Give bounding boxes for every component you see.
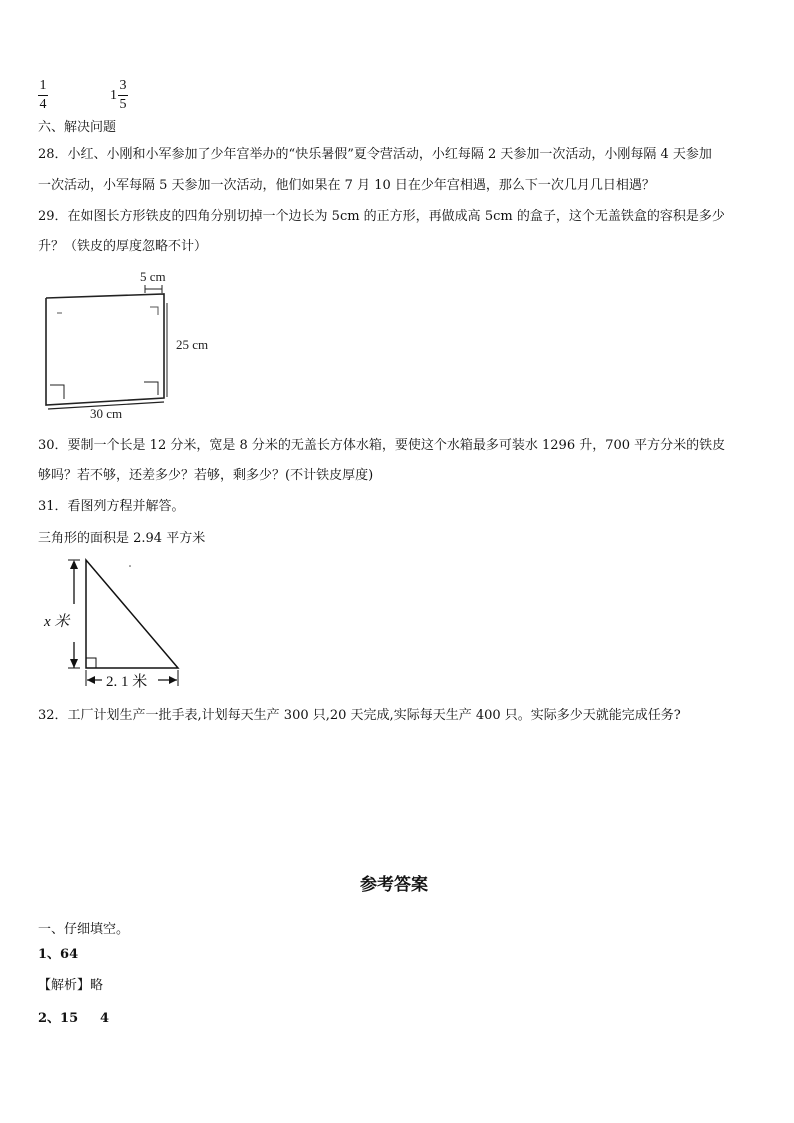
answer-2: 2、15: [38, 1011, 79, 1026]
sheet-rectangle-figure: [40, 265, 220, 425]
question-28-line2: 一次活动，小军每隔 5 天参加一次活动，他们如果在 7 月 10 日在少年宫相遇，那么下一次几月几日相遇？: [38, 178, 655, 193]
fraction-numerator: 1: [39, 78, 47, 93]
question-31-line2: 三角形的面积是 2.94 平方米: [38, 531, 206, 546]
question-30-line1: 30．要制一个长是 12 分米，宽是 8 分米的无盖长方体水箱，要使这个水箱最多可装水 1296 升，700 平方分米的铁皮: [38, 438, 726, 453]
mixed-number-one-three-fifths: [110, 78, 128, 113]
answer-1-explanation: 【解析】略: [38, 978, 104, 993]
right-triangle-figure: [40, 556, 190, 691]
question-32-line1: 32．工厂计划生产一批手表,计划每天生产 300 只,20 天完成,实际每天生产 400 只。实际多少天就能完成任务?: [38, 708, 681, 723]
answer-1: 1、64: [38, 947, 79, 962]
question-29-line1: 29．在如图长方形铁皮的四角分别切掉一个边长为 5cm 的正方形，再做成高 5cm 的盒子，这个无盖铁盒的容积是多少: [38, 209, 725, 224]
question-28-line1: 28．小红、小刚和小军参加了少年宫举办的“快乐暑假”夏令营活动，小红每隔 2 天参加一次活动，小刚每隔 4 天参加: [38, 147, 712, 162]
question-31-line1: 31．看图列方程并解答。: [38, 499, 185, 514]
fraction-denominator: 5: [119, 97, 127, 112]
label-base: 2. 1 米: [106, 674, 148, 690]
label-5cm: 5 cm: [140, 269, 166, 284]
answers-title: 参考答案: [360, 875, 428, 895]
label-height-x: x 米: [44, 614, 70, 630]
answer-2-second-value: 4: [100, 1011, 110, 1026]
answers-section-1: 一、仔细填空。: [38, 922, 130, 937]
section-heading-problems: 六、解决问题: [38, 120, 117, 135]
fraction-bar: [118, 95, 128, 96]
mixed-fraction: [118, 78, 128, 113]
question-29-line2: 升？（铁皮的厚度忽略不计）: [38, 239, 208, 254]
label-25cm: 25 cm: [176, 337, 209, 352]
fraction-one-quarter: [38, 78, 48, 113]
label-30cm: 30 cm: [90, 406, 123, 421]
fraction-bar: [38, 95, 48, 96]
fraction-denominator: 4: [39, 97, 47, 112]
question-30-line2: 够吗？若不够，还差多少？若够，剩多少？(不计铁皮厚度): [38, 468, 374, 483]
fraction-numerator: 3: [119, 78, 127, 93]
mixed-whole: 1: [110, 87, 117, 103]
